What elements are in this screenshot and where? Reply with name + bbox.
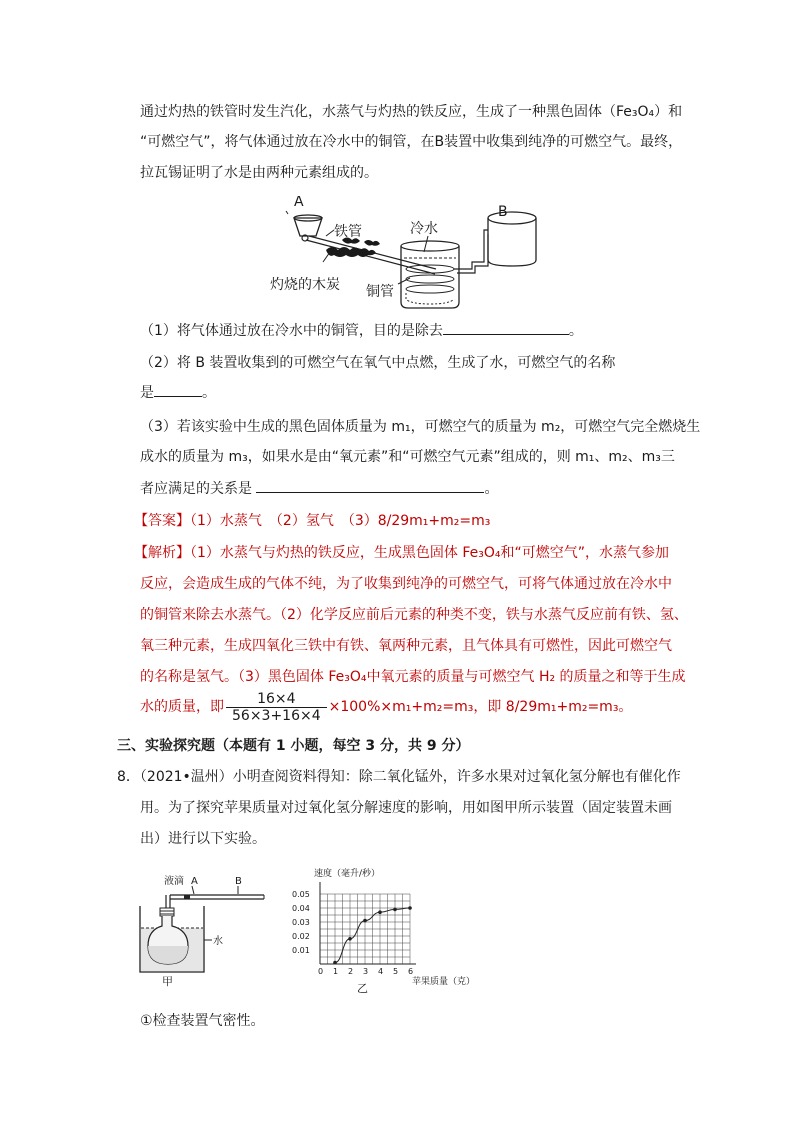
x-tick-label: 1 xyxy=(333,967,339,976)
label-tube-b: B xyxy=(235,876,242,887)
question-2-line-2 xyxy=(140,382,680,404)
question-1 xyxy=(140,320,680,342)
question-3-blank xyxy=(256,478,484,493)
data-point xyxy=(393,908,397,912)
analysis-text-1: （1）水蒸气与灼热的铁反应，生成黑色固体 Fe₃O₄和“可燃空气”，水蒸气参加 xyxy=(190,545,670,561)
intro-line-3: 拉瓦锡证明了水是由两种元素组成的。 xyxy=(140,165,378,181)
analysis-line-3: 的铜管来除去水蒸气。（2）化学反应前后元素的种类不变，铁与水蒸气反应前有铁、氢、 xyxy=(140,607,688,623)
label-charcoal: 灼烧的木炭 xyxy=(270,277,340,293)
x-tick-label: 5 xyxy=(393,967,399,976)
analysis-line-5: 的名称是氢气。（3）黑色固体 Fe₃O₄中氧元素的质量与可燃空气 H₂ 的质量之和等于生成 xyxy=(140,669,686,685)
data-point xyxy=(363,919,367,923)
label-cold-water: 冷水 xyxy=(410,221,438,237)
answer xyxy=(134,510,674,532)
label-droplet: 液滴 xyxy=(164,876,184,887)
question-2-end: 。 xyxy=(202,385,216,401)
question-1-text: （1）将气体通过放在冷水中的铜管，目的是除去 xyxy=(140,323,443,339)
label-iron-pipe: 铁管 xyxy=(334,224,362,240)
data-point xyxy=(348,937,352,941)
answer-tag: 【答案】 xyxy=(134,513,190,529)
question-3-text: 者应满足的关系是 xyxy=(140,481,252,497)
analysis-line-6-prefix: 水的质量，即 xyxy=(140,699,224,715)
fraction-numerator: 16×4 xyxy=(226,691,327,708)
label-a: A xyxy=(294,196,304,210)
x-tick-label: 6 xyxy=(408,967,414,976)
y-tick-label: 0.04 xyxy=(292,904,310,913)
question-2-text: 是 xyxy=(140,385,154,401)
y-tick-label: 0.03 xyxy=(292,918,310,927)
fraction-denominator: 56×3+16×4 xyxy=(232,707,321,724)
analysis-line-6 xyxy=(140,689,680,725)
q8-line-1: 8．（2021•温州）小明查阅资料得知：除二氧化锰外，许多水果对过氧化氢分解也有催化作 xyxy=(117,769,681,785)
answer-text: （1）水蒸气 （2）氢气 （3）8/29m₁+m₂=m₃ xyxy=(190,513,491,529)
rate-vs-apple-mass-chart xyxy=(290,864,490,994)
y-tick-label: 0.05 xyxy=(292,890,310,899)
label-copper-pipe: 铜管 xyxy=(366,284,394,300)
lavoisier-apparatus-figure xyxy=(260,196,540,318)
question-3-end: 。 xyxy=(484,481,499,497)
label-tube-a: A xyxy=(191,876,198,887)
step-1: ①检查装置气密性。 xyxy=(140,1013,265,1029)
data-point xyxy=(408,906,412,910)
analysis-tag: 【解析】 xyxy=(134,545,190,561)
question-1-end: 。 xyxy=(568,323,583,339)
intro-line-2: “可燃空气”，将气体通过放在冷水中的铜管，在B装置中收集到纯净的可燃空气。最终， xyxy=(140,134,683,150)
label-b: B xyxy=(498,204,508,220)
x-tick-label: 2 xyxy=(348,967,354,976)
analysis-line-4: 氧三种元素，生成四氧化三铁中有铁、氧两种元素，且气体具有可燃性，因此可燃空气 xyxy=(140,638,672,654)
intro-line-1: 通过灼热的铁管时发生汽化，水蒸气与灼热的铁反应，生成了一种黑色固体（Fe₃O₄）和 xyxy=(140,104,683,120)
question-3-line-2: 成水的质量为 m₃，如果水是由“氧元素”和“可燃空气元素”组成的，则 m₁、m₂、m₃三 xyxy=(140,449,675,465)
question-1-blank xyxy=(443,320,569,335)
section-title: 三、实验探究题（本题有 1 小题，每空 3 分，共 9 分） xyxy=(117,738,470,754)
y-tick-label: 0.01 xyxy=(292,946,310,955)
question-3-line-1: （3）若该实验中生成的黑色固体质量为 m₁，可燃空气的质量为 m₂，可燃空气完全燃烧生 xyxy=(140,419,701,435)
x-tick-label: 0 xyxy=(318,967,324,976)
label-jia: 甲 xyxy=(162,975,173,988)
analysis-line-2: 反应，会造成生成的气体不纯，为了收集到纯净的可燃空气，可将气体通过放在冷水中 xyxy=(140,576,672,592)
x-tick-label: 4 xyxy=(378,967,384,976)
analysis-line-6-suffix: ×100%×m₁+m₂=m₃，即 8/29m₁+m₂=m₃。 xyxy=(328,699,633,715)
question-2-blank xyxy=(154,382,202,397)
question-3-line-3 xyxy=(140,478,680,500)
apparatus-jia-figure xyxy=(134,868,270,990)
y-tick-label: 0.02 xyxy=(292,932,310,941)
analysis-line-1 xyxy=(134,542,674,564)
mass-fraction xyxy=(226,691,327,724)
chart-caption-yi: 乙 xyxy=(357,982,368,994)
data-point xyxy=(333,961,337,965)
x-tick-label: 3 xyxy=(363,967,369,976)
data-point xyxy=(378,910,382,914)
q8-line-3: 出）进行以下实验。 xyxy=(140,831,266,847)
question-2-line-1: （2）将 B 装置收集到的可燃空气在氧气中点燃，生成了水，可燃空气的名称 xyxy=(140,355,616,371)
q8-line-2: 用。为了探究苹果质量对过氧化氢分解速度的影响，用如图甲所示装置（固定装置未画 xyxy=(140,800,672,816)
chart-xlabel: 苹果质量（克） xyxy=(412,977,476,987)
chart-ylabel: 速度（毫升/秒） xyxy=(314,869,381,879)
label-water: 水 xyxy=(213,936,223,947)
